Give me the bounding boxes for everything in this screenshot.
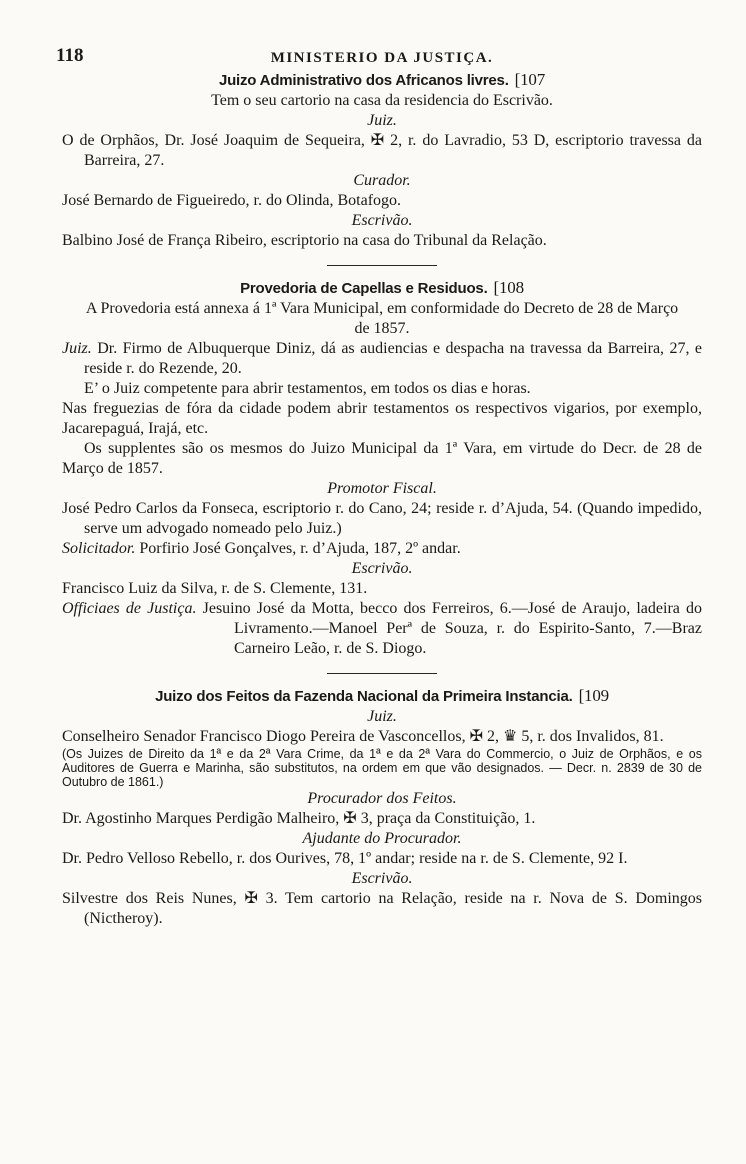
entry-solicitador <box>62 539 702 559</box>
entry-juiz: Conselheiro Senador Francisco Diogo Pereira de Vasconcellos, ✠ 2, ♛ 5, r. dos Invalidos, 81. <box>62 728 664 745</box>
role-label-juiz: Juiz. <box>62 340 92 357</box>
role-label-juiz: Juiz. <box>367 708 397 725</box>
entry-curador: José Bernardo de Figueiredo, r. do Olinda, Botafogo. <box>62 192 402 209</box>
role-label-solicitador: Solicitador. <box>62 540 136 557</box>
paragraph: E’ o Juiz competente para abrir testamentos, em todos os dias e horas. <box>84 380 531 397</box>
section-number: [109 <box>578 686 609 705</box>
page-header <box>56 44 702 70</box>
section-intro: A Provedoria está annexa á 1ª Vara Municipal, em conformidade do Decreto de 28 de Março de 1857. <box>85 300 679 337</box>
paragraph: Nas freguezias de fóra da cidade podem abrir testamentos os respectivos vigarios, por exemplo, Jacarepaguá, Irajá, etc. <box>62 400 702 437</box>
entry-procurador: Dr. Agostinho Marques Perdigão Malheiro, ✠ 3, praça da Constituição, 1. <box>62 810 536 827</box>
role-label-curador: Curador. <box>353 172 411 189</box>
entry-officiaes <box>62 599 702 659</box>
section-divider <box>327 673 437 674</box>
entry-escrivao: Francisco Luiz da Silva, r. de S. Clemente, 131. <box>62 580 368 597</box>
role-label-escrivao: Escrivão. <box>351 212 413 229</box>
section-108 <box>62 278 702 659</box>
entry-juiz <box>62 339 702 379</box>
entry-officiaes-text: Jesuino José da Motta, becco dos Ferreiros, 6.—José de Araujo, ladeira do Livramento.—Manoel Perª de Souza, r. do Espirito-Santo, 7.—Braz Carneiro Leão, r. de S. Diogo. <box>202 600 703 657</box>
entry-ajudante: Dr. Pedro Velloso Rebello, r. dos Ourives, 78, 1º andar; reside na r. de S. Clemente, 92 I. <box>62 850 628 867</box>
page-number: 118 <box>56 45 84 66</box>
role-label-ajudante: Ajudante do Procurador. <box>302 830 462 847</box>
section-number: [107 <box>514 70 546 89</box>
section-109 <box>62 686 702 929</box>
entry-promotor: José Pedro Carlos da Fonseca, escriptorio r. do Cano, 24; reside r. d’Ajuda, 54. (Quando impedido, serve um advogado nomeado pelo Juiz.) <box>62 500 702 537</box>
role-label-escrivao: Escrivão. <box>351 560 413 577</box>
page <box>56 44 703 929</box>
role-label-juiz: Juiz. <box>367 112 397 129</box>
paragraph: Os supplentes são os mesmos do Juizo Municipal da 1ª Vara, em virtude do Decr. de 28 de Março de 1857. <box>62 440 702 477</box>
section-number: [108 <box>493 278 524 297</box>
substitutes-note: (Os Juizes de Direito da 1ª e da 2ª Vara Crime, da 1ª e da 2ª Vara do Commercio, o Juiz de Orphãos, e os Auditores de Guerra e Marinha, são substitutos, na ordem em que vão designados. — Decr. n. 2839 de 30 de Outubro de 1861.) <box>62 747 702 789</box>
entry-escrivao: Silvestre dos Reis Nunes, ✠ 3. Tem cartorio na Relação, reside na r. Nova de S. Domingos (Nictheroy). <box>62 890 702 927</box>
role-label-officiaes: Officiaes de Justiça. <box>62 600 197 617</box>
entry-solicitador-text: Porfirio José Gonçalves, r. d’Ajuda, 187, 2º andar. <box>139 540 461 557</box>
entry-juiz-text: Dr. Firmo de Albuquerque Diniz, dá as audiencias e despacha na travessa da Barreira, 27, e reside r. do Rezende, 20. <box>84 340 703 377</box>
section-divider <box>327 265 437 266</box>
section-title <box>62 278 702 299</box>
role-label-escrivao: Escrivão. <box>351 870 413 887</box>
section-title-text: Juizo Administrativo dos Africanos livres. <box>218 72 509 89</box>
role-label-promotor: Promotor Fiscal. <box>327 480 437 497</box>
section-title <box>62 70 702 91</box>
section-107 <box>62 70 702 251</box>
section-title <box>62 686 702 707</box>
entry-juiz: O de Orphãos, Dr. José Joaquim de Sequeira, ✠ 2, r. do Lavradio, 53 D, escriptorio travessa da Barreira, 27. <box>62 132 702 169</box>
entry-escrivao: Balbino José de França Ribeiro, escriptorio na casa do Tribunal da Relação. <box>62 232 547 249</box>
section-intro: Tem o seu cartorio na casa da residencia do Escrivão. <box>211 92 553 109</box>
section-title-text: Provedoria de Capellas e Residuos. <box>240 280 488 297</box>
role-label-procurador: Procurador dos Feitos. <box>307 790 457 807</box>
section-title-text: Juizo dos Feitos da Fazenda Nacional da Primeira Instancia. <box>155 688 573 705</box>
running-title: MINISTERIO DA JUSTIÇA. <box>270 50 494 66</box>
